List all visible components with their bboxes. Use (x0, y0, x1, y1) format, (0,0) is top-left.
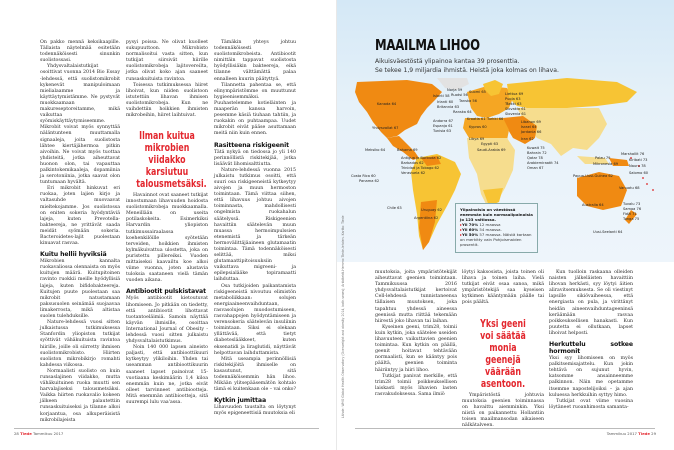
pull-quote-right (472, 318, 534, 390)
article-column-3 (214, 40, 296, 417)
legend-heading: Ylipainoisia on väestössä enemmän kuin normaalipainoisia jo 123 valtiossa. (460, 207, 533, 222)
country-label: Fidži 71 (623, 212, 637, 216)
country-label: Espanja 61 (433, 124, 453, 128)
country-label: Andorra 67 (433, 119, 454, 123)
paragraph: Yhdysvaltalaistutkijat osoittivat vuonna 2014 Bio Essay -lehdessä, että suolistomikrobit kykenevät manipuloimaan mielialaamme ja käyttäytymistämme. Ne pystyvät muokkaamaan makureseptoreitamme, mikä vaikuttaa syömiskäyttäytymiseemme. Mikrobit voivat myös synnyttää näläntunteen muuttamalla signaaleja, joita suolistosta lähtee kiertäjähermoa pitkin aivoihin. Ne voivat myös tuottaa yhdisteitä, jotka aiheuttavat huonon olon, tai vapauttaa palkintokemikaaleja, dopamiinia ja serotoniinia, jotka saavat olon tuntumaan hyvältä. (40, 64, 120, 186)
paragraph: Yksi syy lihomiseen on myös palkitsemisajattelu. Kun jokin tehtävä on sujunut hyvin, katsomme ansainneemme palkinnon. Näin me opetamme itsemme napostelijoiksi – ja ajan kuluessa herkkuihin syttyy himo. (549, 356, 633, 398)
pull-quote-line: talousmetsäksi. (136, 178, 207, 190)
country-label: Turkki 66 (487, 117, 504, 121)
article-column-2 (126, 40, 208, 119)
paragraph: Normaalisti suolisto on kuin runsaslajinen viidakko, mutta vähäkuituinen ruoka muutti sen harvalajiseksi talousmetsäksi. Vaikka hiirten ruokavalio kokeen jälkeen palautettiin runsaskuituiseksi ja tilanne alkoi korjaantua, osa alkuperäisistä mikrobilajeista (40, 368, 120, 423)
section-heading: Rasitteena riskigeenit (214, 141, 289, 149)
paragraph: Myös antibiootit kietoutuvat lihomiseen. Jo pitkään on tiedetty, että antibiootit lihottavat tuotantoeläimiä. Samoin näyttää käyvän ihmisille, osoittaa International Journal of Obesity -lehdessä vuosi sitten julkaistu yhdysvaltalaistutkimus. (126, 296, 208, 345)
country-label: Irlanti 60 (437, 100, 454, 104)
page-footer-right (607, 431, 656, 436)
country-label: Marshallit 76 (621, 152, 645, 156)
legend-row-over50: ▸Yli 50% 57 maassa. Näistä kartaan on merkitty vain Pohjoismaiden prosentit. (460, 232, 532, 247)
country-label: Panama 62 (359, 179, 380, 183)
country-label: Puola 63 (505, 97, 521, 101)
country-label: Tonga 75 (623, 217, 640, 221)
infographic-title: MAAILMA LIHOO (375, 36, 480, 54)
magazine-brand: Tiede (638, 431, 650, 436)
section-heading: Kytkin jumittaa (214, 397, 267, 405)
paragraph: Tilannetta pahentaa se, että elinympäristömme on muuttunut hygieenisemmäksi. Puuhastelemme kotieläinten ja maaperän kanssa harvoin, pesemme käsiä tiuhaan tahtiin, ja ruokakin on puhtaampaa. Uudet mikrobit eivät pääse asuttamaan meitä niin kuin ennen. (214, 82, 296, 137)
section-heading: Kuitu hellii hyviksiä (40, 251, 107, 259)
country-label: Tunisia 63 (433, 129, 451, 133)
article-column-1 (40, 40, 120, 424)
pull-quote-line: Ilman kuitua (139, 130, 195, 142)
country-label: Australia 64 (582, 203, 604, 207)
paragraph: On pakko mennä keksikaapille. Tällaista näytelmää esitetään todennäköisesti sinunkin suolistossasi. (40, 40, 120, 64)
country-label: Uruguay 62 (421, 208, 442, 212)
country-label: Qatar 78 (527, 156, 543, 160)
map-island-dot (646, 183, 648, 185)
country-label: Chile 63 (387, 206, 402, 210)
map-region-north-america (355, 80, 442, 138)
page-number: 29 (651, 431, 656, 436)
country-label: Tanska 56 (459, 99, 477, 103)
country-label: Norja 59 (447, 88, 463, 92)
footer-rule (14, 428, 319, 429)
infographic-subtitle-1: Aikuisväestöstä ylipainoa kantaa 39 prosenttia. (375, 58, 520, 65)
country-label: Arabiemiraatit 74 (527, 161, 559, 165)
country-label: Antigua ja Barbuda 62 (401, 156, 442, 160)
country-label: Ruotsi 56 (451, 93, 468, 97)
country-label: Ranska 64 (453, 110, 472, 114)
country-label: Salomo 60 (629, 171, 649, 175)
legend-row-over60: ▸Yli 60% 54 maassa. (460, 227, 502, 232)
country-label: Costa Rica 60 (351, 174, 376, 178)
country-label: Islanti 58 (433, 94, 450, 98)
paragraph: Nature-lehdessä vuosi sitten julkaistussa tutkimuksessa Stanfordin yliopiston tutkijat syöttivät vähäkuituista ravintoa hiirille, joille oli siirretty ihmisen suolistomikrobisto. Hiirten suoliston mikrobikirjo romahti kahdessa viikossa. (40, 320, 120, 368)
country-label: Vanuatu 68 (619, 186, 640, 190)
legend-row-over70: ▸Yli 70% 12 maassa (460, 222, 501, 227)
paragraph: Ympäristöstä johtuvia muutoksia geenien toiminnassa on havaittu aiemminkin. Yksi niistä on paikannettu Hollantiin toisen maailmansodan aikaiseen nälkätalveen. (462, 393, 544, 429)
country-label: Egypti 63 (481, 142, 499, 146)
country-label: Meksiko 64 (365, 148, 386, 152)
world-obesity-infographic (337, 0, 674, 262)
pull-quote-left (136, 130, 207, 190)
paragraph: Toisessa tutkimuksessa hiiret lihoivat, kun niiden suolistoon istutettiin lihavan ihmisen suolistomikrobeja. Kun ne vaihdettiin hoikkien ihmisten mikrobeihin, hiiret laihtuivat. (126, 82, 208, 119)
country-label: Slovenia 61 (505, 112, 527, 116)
country-label: Tšekki 63 (505, 102, 522, 106)
country-label: Kypros 60 (469, 125, 487, 129)
right-page (337, 0, 674, 450)
paragraph: Mitä useampia perinnöllisiä riskitekijöitä ihmiselle on kasautunut, sitä todennäköisemmin hän lihoo. Mikään ylitsepääsemätön kohtalo tämä ei kuitenkaan ole – vai onko? (214, 356, 297, 393)
paragraph: Tämäkin yhteys johtuu todennäköisesti suolistomikrobeista. Antibiootit nimittäin tappavat suolistosta hyödyllisiäkin bakteereja, eikä tilanne välttämättä palaa ennalleen kuurin päätyttyä. (214, 40, 296, 82)
paragraph: löytyi kaksosista, joista toinen oli lihava ja toinen laiha. Vielä tutkijat eivät osaa sanoa, mikä ympäristötekijä saa kyseisen kytkimen kääntymään päälle tai pois päältä. (462, 270, 544, 306)
page-footer-left (14, 431, 63, 436)
article-column-2 (462, 270, 544, 307)
country-label: Iran 62 (521, 137, 534, 141)
paragraph: muutoksia, joita ympäristötekijät aiheuttavat geenien toimintaan. Tammikuussa 2016 yhdysvaltalaistutkijat kertoivat Cell-lehdessä tunnistaneensa tällaisen muutoksen, joka tapahtuu yhdessä aineessa geenissä mutta riittää tekemään hiirestä joko lihavan tai laihan. (375, 270, 457, 324)
issue-date: Tammikuu 2017 (606, 431, 637, 436)
country-label: Tuvalu 73 (623, 202, 641, 206)
country-label: Kuwait 75 (527, 146, 545, 150)
paragraph: Havainnot ovat saaneet tutkijat innostumaan lihavuuden hoidosta suolistomikrobeja muokkaamalla. Meneillään on useita potilaskokeita. Esimerkiksi Harvardin yliopiston tutkimussairaalassa koehenkilöille syötetään terveiden, hoikkien ihmisten kylmäkuivattua ulostetta, joka on puristettu pillereiksi. Vuoden mittaiseksi kaavailtu koe alkoi viime vuonna, joten alustavia tuloksia saataneen vielä tämän vuoden aikana. (126, 193, 208, 284)
country-label: Samoa 76 (623, 207, 642, 211)
paragraph: Mikrobien kannalta ruokavaliossa olennaista on myös kuitujen määrä. Kuitupitoinen ravinto ruokkii meille hyödyllisiä lajeja, kuten bifidobakteereja. Kuitujen puute puolestaan saa mikrobit natustamaan paksusuolen seinämää suojaavaa limakerrosta, mikä altistaa suolen tulehduksille. (40, 259, 120, 320)
paragraph: Tutkijat panivat merkille, että trim28 toimii poikkeuksellisen laiskasti myös lihavien lasten rasvakudoksessa. Sama ilmiö (375, 373, 457, 397)
country-label: Liettua 69 (505, 92, 524, 96)
country-label: Barbados 62 (401, 161, 424, 165)
country-label: Trinidad ja Tobago 62 (401, 166, 440, 170)
section-heading: Herkuttelu sotkee hormonit (549, 341, 633, 356)
country-label: Bahama 69 (397, 148, 418, 152)
magazine-brand: Tiede (20, 431, 32, 436)
pull-quote-line: asentoon. (480, 378, 526, 390)
country-label: Papua-Uusi-Guinea 62 (573, 174, 613, 178)
infographic-subtitle-2: Se tekee 1,9 miljardia ihmistä. Heistä joka kolmas on lihava. (375, 67, 559, 74)
section-heading: Antibiootit pulskistavat (126, 288, 206, 296)
paragraph: Kyseinen geeni, trim28, toimii kuin kytkin, joka säätelee useiden lihavuuteen vaikuttavien geenien toimintaa. Kun kytkin on päällä, geenit hoitavat tehtävään normaalisti, kun se kääntyy pois päältä, geenien toiminta häiriintyy ja hiiri lihoo. (375, 324, 457, 373)
pull-quote-line: Yksi geeni (480, 318, 526, 330)
country-label: Nauru 78 (629, 164, 646, 168)
map-legend (455, 203, 538, 253)
map-island-dot (652, 189, 654, 191)
pull-quote-line: mikrobien viidakko (144, 142, 190, 166)
map-island-dot (642, 177, 644, 179)
paragraph: Tätä nykyä on tiedossa jo yli 140 perinnöllistä riskitekijää, jotka lisäävät lihomisalttiutta. (214, 149, 296, 167)
paragraph: Osa tutkijoiden paikantamista riskigeeneistä nivoutuu elimistön metaboliikkaan: solujen energiaaineenvaihduntaan, rasvasolujen muodostumiseen, rasvahappojen hyödyntämiseen ja verensokeria säätelevän insuliinin toimintaan. Siksi ei olekaan yllättävää, että tietyt diabeteslääkkeet, kuten eksenatidi ja liraglutidi, näyttävät helpottavan laihduttamista. (214, 283, 296, 356)
country-label: Kroatia 61 (467, 117, 486, 121)
footer-rule (355, 428, 655, 429)
paragraph: Lihavuuden taustalta on löytynyt myös epigeneettisiä muutoksia eli (214, 405, 296, 417)
article-column-2-continued (462, 393, 544, 430)
issue-date: Tammikuu 2017 (33, 431, 64, 436)
country-label: Palau 79 (595, 156, 611, 160)
paragraph: Noin 140 000 lapsen aineisto paljasti, että antibioottikuuri kytkeytyy ylikiloihin. Yhden tai useamman antibioottikuurin saaneet lapset painoivat 15-vuotiaana keskimäärin 1,4 kiloa enemmän kuin ne, jotka eivät olleet tarvinneet antibiootteja. Mitä enemmän antibiootteja, sitä suurempi lulu vaa'assa. (126, 345, 208, 405)
country-label: Britannia 63 (437, 105, 460, 109)
source-credit: Lähde: WHO Global Health Observatory (Overweight and obesity 2014, both sexes); Arkkitehti-Hemmo Tiede-lehden. Kartta: Tiede (341, 215, 345, 418)
page-number: 28 (14, 431, 19, 436)
paragraph: Kun tuolloin raskaana olleiden naisten jälkeläisten havaittiin lihovan herkästi, syy löytyi äitien aliravitsemuksesta. Se oli viestinyt lapsille sikiövaiheessa, että energiasta on pula, ja virittänyt heidän aineenvaihduntageeninsä keräämään rasvaa poikkeuksellisen hanakasti. Kun puutetta ei ollutkaan, lapset lihoivat helposti. (549, 270, 633, 336)
country-label: Suomi 65 (469, 90, 486, 94)
country-label: Uusi-Seelanti 64 (593, 230, 623, 234)
paragraph: Nature-lehdessä vuonna 2015 julkaistu tutkimus osoitti, että suuri osa riskigeeneistä kytkeytyy aivojen ja muun hermoston toimintaan. Tämä viittaa siihen, että lihavuus johtuu aivojen toiminnasta, mahdollisesti ongelmista ruokahalun säätelyssä. Riskigeenien havaittiin säätelevän muun muassa hermoimpulssien etenemistä ja tärkeän hermovälittäjäaineen glutamaatin toimintaa. Tämä todennäköisesti selittää, miksi glutamaattipitoisuuksiin vaikuttava migreeni- ja epilepsialääke topiramaatti laihduttaa. (214, 167, 296, 283)
pull-quote-line: voi säätää monia (480, 330, 526, 354)
country-label: Saudi-Arabia 69 (477, 148, 506, 152)
country-label: Oman 67 (527, 166, 544, 170)
paragraph: Eri mikrobit hinkuvat eri ruokaa, joten lajien kirjo ja valtasuhde muovaavat mieltekojamme. Jos suolistossa on eniten sokeria hyödyntäviä lajeja, kuten Prevotella-bakteereja, ne yrittävät saada meidät syömään sokeria. Bacteroidetes-lajit puolestaan kinuavat rasvaa. (40, 186, 120, 247)
article-column-2-continued (126, 193, 208, 406)
country-label: Israel 64 (521, 125, 537, 129)
article-column-3 (549, 270, 633, 411)
country-label: Yhdysvallat 67 (372, 126, 399, 130)
paragraph: Tutkijat ovat viime vuosina löytäneet ruoanhimosta samanta- (549, 398, 633, 410)
article-column-1 (375, 270, 457, 398)
paragraph: pysyi poissa. Ne olivat kuolleet sukupuuttoon. Mikrobisto normalisoitui vasta sitten, kun tutkijat siirsivät hiirille suolistomikrobeja lajitovereilta, jotka olivat koko ajan saaneet runsaskuituista ravintoa. (126, 40, 208, 82)
country-label: Kanada 64 (377, 102, 397, 106)
country-label: Libya 69 (469, 137, 485, 141)
country-label: Venezuela 62 (401, 171, 426, 175)
country-label: Jordania 66 (521, 130, 542, 134)
country-label: Slovakia 61 (505, 107, 526, 111)
country-label: Kiribati 73 (629, 158, 648, 162)
map-region-russia (507, 78, 637, 110)
pull-quote-line: geenejä väärään (485, 354, 521, 378)
country-label: Libanon 69 (521, 120, 541, 124)
country-label: Bahrain 72 (527, 151, 547, 155)
country-label: Argentiina 62 (414, 216, 439, 220)
country-label: Mikronesia 69 (593, 162, 619, 166)
pull-quote-line: karsiutuu (145, 166, 189, 178)
